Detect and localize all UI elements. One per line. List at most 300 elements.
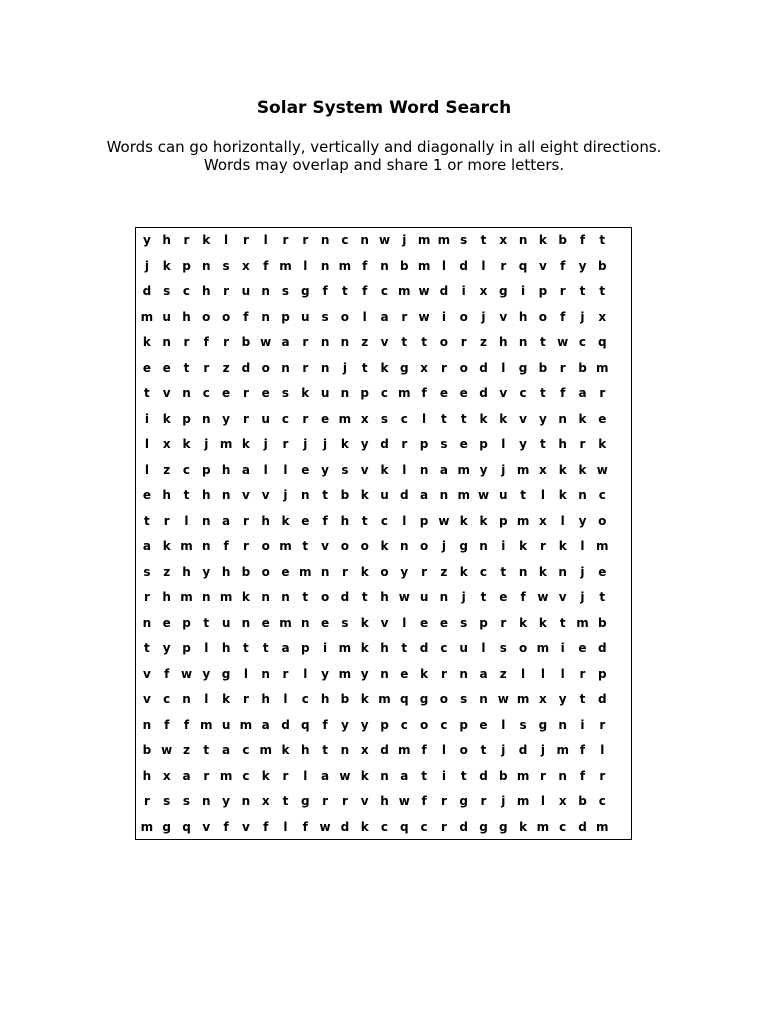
grid-letter[interactable]: m (398, 284, 411, 298)
grid-letter[interactable]: n (281, 360, 290, 375)
grid-letter[interactable]: e (420, 615, 429, 630)
grid-letter[interactable]: n (439, 590, 449, 604)
grid-letter[interactable]: k (360, 615, 369, 630)
grid-letter[interactable]: s (460, 692, 468, 706)
grid-letter[interactable]: l (144, 437, 149, 451)
grid-letter[interactable]: r (559, 360, 566, 375)
grid-letter[interactable]: p (459, 717, 468, 732)
grid-letter[interactable]: l (263, 462, 268, 477)
grid-letter[interactable]: k (558, 488, 567, 502)
grid-letter[interactable]: k (459, 564, 468, 579)
grid-letter[interactable]: j (580, 564, 585, 579)
grid-letter[interactable]: r (163, 513, 170, 528)
grid-letter[interactable]: g (479, 819, 488, 834)
grid-letter[interactable]: l (422, 411, 427, 426)
grid-letter[interactable]: r (143, 590, 150, 604)
grid-letter[interactable]: n (320, 360, 330, 375)
grid-letter[interactable]: n (380, 768, 389, 783)
grid-letter[interactable]: n (281, 590, 290, 604)
grid-letter[interactable]: t (144, 641, 150, 655)
grid-letter[interactable]: n (320, 258, 330, 273)
grid-letter[interactable]: a (479, 666, 488, 681)
grid-letter[interactable]: v (142, 666, 151, 681)
grid-letter[interactable]: g (538, 717, 548, 732)
grid-letter[interactable]: s (460, 233, 468, 247)
grid-letter[interactable]: o (439, 692, 449, 706)
grid-letter[interactable]: t (460, 768, 467, 783)
grid-letter[interactable]: r (341, 794, 348, 808)
grid-letter[interactable]: t (460, 411, 467, 426)
grid-letter[interactable]: v (519, 411, 527, 426)
grid-letter[interactable]: h (380, 590, 389, 604)
grid-letter[interactable]: k (222, 692, 231, 706)
grid-letter[interactable]: y (519, 437, 527, 451)
grid-letter[interactable]: o (439, 335, 449, 349)
grid-letter[interactable]: x (242, 258, 250, 273)
grid-letter[interactable]: y (162, 641, 171, 655)
grid-letter[interactable]: m (556, 743, 569, 757)
grid-letter[interactable]: c (578, 335, 587, 349)
grid-letter[interactable]: g (419, 692, 429, 706)
grid-letter[interactable]: a (439, 462, 448, 477)
grid-letter[interactable]: t (243, 641, 249, 655)
grid-letter[interactable]: c (202, 386, 210, 400)
grid-letter[interactable]: l (540, 794, 545, 808)
grid-letter[interactable]: l (204, 641, 209, 655)
grid-letter[interactable]: k (281, 743, 290, 757)
grid-letter[interactable]: o (202, 309, 211, 324)
grid-letter[interactable]: k (578, 462, 587, 477)
grid-letter[interactable]: y (321, 462, 329, 477)
grid-letter[interactable]: p (182, 641, 191, 655)
grid-letter[interactable]: v (142, 692, 151, 706)
grid-letter[interactable]: n (340, 743, 350, 757)
grid-letter[interactable]: k (538, 233, 547, 247)
grid-letter[interactable]: m (596, 539, 609, 553)
grid-letter[interactable]: m (338, 258, 352, 273)
grid-letter[interactable]: r (401, 437, 408, 451)
grid-letter[interactable]: f (560, 258, 566, 273)
grid-letter[interactable]: e (499, 590, 508, 604)
grid-letter[interactable]: j (441, 539, 446, 553)
grid-letter[interactable]: k (261, 768, 270, 783)
grid-letter[interactable]: u (459, 641, 468, 655)
grid-letter[interactable]: w (438, 513, 450, 528)
grid-letter[interactable]: n (558, 768, 567, 783)
grid-letter[interactable]: c (182, 284, 191, 298)
grid-letter[interactable]: l (580, 539, 585, 553)
grid-letter[interactable]: m (378, 692, 391, 706)
grid-letter[interactable]: l (303, 666, 308, 681)
grid-letter[interactable]: f (223, 819, 229, 834)
grid-letter[interactable]: w (537, 590, 549, 604)
grid-letter[interactable]: r (183, 233, 190, 247)
grid-letter[interactable]: t (361, 590, 368, 604)
grid-letter[interactable]: m (536, 641, 550, 655)
grid-letter[interactable]: c (301, 692, 309, 706)
grid-letter[interactable]: r (401, 309, 408, 324)
grid-letter[interactable]: v (499, 386, 508, 400)
grid-letter[interactable]: r (282, 768, 289, 783)
grid-letter[interactable]: h (221, 641, 231, 655)
grid-letter[interactable]: r (203, 360, 210, 375)
grid-letter[interactable]: b (558, 233, 567, 247)
grid-letter[interactable]: q (182, 819, 191, 834)
grid-letter[interactable]: f (183, 717, 190, 732)
grid-letter[interactable]: n (558, 717, 567, 732)
grid-letter[interactable]: a (142, 539, 151, 553)
grid-letter[interactable]: d (597, 692, 607, 706)
grid-letter[interactable]: m (417, 233, 431, 247)
grid-letter[interactable]: d (419, 641, 429, 655)
grid-letter[interactable]: c (400, 717, 408, 732)
grid-letter[interactable]: u (380, 488, 389, 502)
grid-letter[interactable]: n (320, 233, 330, 247)
grid-letter[interactable]: h (182, 309, 191, 324)
grid-letter[interactable]: c (559, 819, 567, 834)
grid-letter[interactable]: q (399, 692, 409, 706)
grid-letter[interactable]: r (480, 794, 487, 808)
grid-letter[interactable]: z (440, 564, 448, 579)
grid-letter[interactable]: h (261, 513, 270, 528)
grid-letter[interactable]: c (420, 819, 428, 834)
grid-letter[interactable]: e (321, 411, 330, 426)
grid-letter[interactable]: b (498, 768, 508, 783)
grid-letter[interactable]: u (261, 411, 270, 426)
grid-letter[interactable]: f (421, 743, 427, 757)
grid-letter[interactable]: e (598, 564, 607, 579)
grid-letter[interactable]: e (281, 564, 290, 579)
grid-letter[interactable]: l (501, 717, 506, 732)
grid-letter[interactable]: c (380, 386, 389, 400)
grid-letter[interactable]: y (538, 411, 547, 426)
grid-letter[interactable]: f (362, 284, 368, 298)
grid-letter[interactable]: m (140, 309, 154, 324)
grid-letter[interactable]: j (580, 590, 585, 604)
grid-letter[interactable]: w (260, 335, 272, 349)
grid-letter[interactable]: r (500, 615, 507, 630)
grid-letter[interactable]: x (479, 284, 488, 298)
grid-letter[interactable]: b (538, 360, 548, 375)
grid-letter[interactable]: l (402, 513, 407, 528)
grid-letter[interactable]: c (440, 641, 448, 655)
grid-letter[interactable]: a (281, 641, 290, 655)
grid-letter[interactable]: u (499, 488, 508, 502)
grid-letter[interactable]: a (182, 768, 191, 783)
grid-letter[interactable]: r (242, 513, 249, 528)
grid-letter[interactable]: s (182, 794, 191, 808)
grid-letter[interactable]: n (241, 794, 251, 808)
grid-letter[interactable]: o (380, 564, 389, 579)
grid-letter[interactable]: u (221, 717, 231, 732)
grid-letter[interactable]: f (520, 590, 526, 604)
grid-letter[interactable]: k (459, 513, 468, 528)
grid-letter[interactable]: k (519, 615, 528, 630)
grid-letter[interactable]: m (516, 513, 530, 528)
grid-letter[interactable]: t (144, 386, 150, 400)
grid-letter[interactable]: j (323, 437, 328, 451)
grid-letter[interactable]: w (180, 666, 193, 681)
grid-letter[interactable]: g (162, 819, 171, 834)
grid-letter[interactable]: r (440, 360, 447, 375)
grid-letter[interactable]: o (538, 309, 548, 324)
grid-letter[interactable]: f (322, 513, 328, 528)
grid-letter[interactable]: e (142, 488, 151, 502)
grid-letter[interactable]: e (261, 386, 270, 400)
grid-letter[interactable]: w (477, 488, 490, 502)
grid-letter[interactable]: m (516, 692, 530, 706)
grid-letter[interactable]: c (479, 564, 488, 579)
grid-letter[interactable]: l (560, 666, 565, 681)
grid-letter[interactable]: k (142, 335, 151, 349)
grid-letter[interactable]: b (597, 258, 607, 273)
grid-letter[interactable]: w (378, 233, 391, 247)
grid-letter[interactable]: m (536, 819, 550, 834)
grid-letter[interactable]: h (340, 513, 350, 528)
grid-letter[interactable]: i (461, 284, 466, 298)
grid-letter[interactable]: k (519, 539, 528, 553)
grid-letter[interactable]: q (518, 258, 528, 273)
grid-letter[interactable]: k (558, 462, 567, 477)
grid-letter[interactable]: e (598, 411, 607, 426)
grid-letter[interactable]: t (401, 335, 408, 349)
grid-letter[interactable]: p (419, 437, 429, 451)
grid-letter[interactable]: a (222, 743, 231, 757)
grid-letter[interactable]: d (578, 819, 587, 834)
grid-letter[interactable]: a (380, 309, 389, 324)
grid-letter[interactable]: c (242, 743, 250, 757)
grid-letter[interactable]: n (360, 233, 369, 247)
grid-letter[interactable]: x (420, 360, 428, 375)
grid-letter[interactable]: t (540, 335, 546, 349)
grid-letter[interactable]: d (479, 360, 488, 375)
grid-letter[interactable]: w (418, 309, 430, 324)
grid-letter[interactable]: s (440, 437, 448, 451)
grid-letter[interactable]: f (322, 284, 328, 298)
grid-letter[interactable]: j (461, 590, 466, 604)
grid-letter[interactable]: o (459, 743, 468, 757)
grid-letter[interactable]: j (283, 488, 288, 502)
grid-letter[interactable]: n (400, 539, 409, 553)
grid-letter[interactable]: d (340, 819, 350, 834)
grid-letter[interactable]: n (518, 335, 528, 349)
grid-letter[interactable]: v (202, 819, 211, 834)
grid-letter[interactable]: r (242, 411, 249, 426)
grid-letter[interactable]: b (241, 335, 251, 349)
grid-letter[interactable]: w (418, 284, 430, 298)
grid-letter[interactable]: m (516, 462, 530, 477)
grid-letter[interactable]: j (481, 309, 486, 324)
grid-letter[interactable]: m (398, 743, 411, 757)
grid-letter[interactable]: j (540, 743, 545, 757)
grid-letter[interactable]: a (578, 386, 587, 400)
grid-letter[interactable]: n (578, 488, 587, 502)
grid-letter[interactable]: a (400, 768, 409, 783)
grid-letter[interactable]: o (419, 539, 429, 553)
grid-letter[interactable]: m (338, 411, 352, 426)
grid-letter[interactable]: n (261, 590, 270, 604)
grid-letter[interactable]: o (598, 513, 607, 528)
grid-letter[interactable]: s (281, 386, 290, 400)
grid-letter[interactable]: r (599, 717, 606, 732)
grid-letter[interactable]: e (439, 615, 448, 630)
grid-letter[interactable]: l (224, 233, 229, 247)
grid-letter[interactable]: l (362, 309, 367, 324)
grid-letter[interactable]: v (321, 539, 329, 553)
grid-letter[interactable]: t (262, 641, 269, 655)
grid-letter[interactable]: f (263, 819, 269, 834)
grid-letter[interactable]: k (479, 513, 488, 528)
grid-letter[interactable]: r (242, 233, 249, 247)
grid-letter[interactable]: p (419, 513, 429, 528)
grid-letter[interactable]: t (361, 360, 368, 375)
grid-letter[interactable]: s (460, 615, 468, 630)
grid-letter[interactable]: k (281, 513, 290, 528)
grid-letter[interactable]: t (540, 437, 546, 451)
grid-letter[interactable]: o (261, 539, 270, 553)
grid-letter[interactable]: k (360, 768, 369, 783)
grid-letter[interactable]: t (421, 335, 427, 349)
grid-letter[interactable]: q (597, 335, 607, 349)
grid-letter[interactable]: u (162, 309, 171, 324)
grid-letter[interactable]: t (322, 488, 328, 502)
grid-letter[interactable]: f (579, 743, 586, 757)
grid-letter[interactable]: g (518, 360, 528, 375)
grid-letter[interactable]: m (516, 794, 530, 808)
grid-letter[interactable]: r (242, 386, 249, 400)
grid-letter[interactable]: g (221, 666, 231, 681)
grid-letter[interactable]: x (360, 411, 369, 426)
grid-letter[interactable]: l (144, 462, 149, 477)
grid-letter[interactable]: r (539, 768, 546, 783)
grid-letter[interactable]: g (498, 819, 508, 834)
grid-letter[interactable]: n (340, 386, 350, 400)
grid-letter[interactable]: i (580, 717, 585, 732)
grid-letter[interactable]: m (219, 437, 233, 451)
grid-letter[interactable]: r (302, 233, 309, 247)
grid-letter[interactable]: b (399, 258, 409, 273)
grid-letter[interactable]: y (202, 564, 211, 579)
grid-letter[interactable]: t (579, 692, 586, 706)
grid-letter[interactable]: l (184, 513, 189, 528)
grid-letter[interactable]: u (221, 615, 231, 630)
grid-letter[interactable]: c (598, 488, 606, 502)
grid-letter[interactable]: p (498, 513, 508, 528)
grid-letter[interactable]: e (222, 386, 231, 400)
grid-letter[interactable]: w (319, 819, 331, 834)
grid-letter[interactable]: o (419, 717, 429, 732)
grid-letter[interactable]: a (321, 768, 330, 783)
grid-letter[interactable]: h (162, 488, 171, 502)
grid-letter[interactable]: c (380, 284, 389, 298)
grid-letter[interactable]: k (558, 539, 567, 553)
grid-letter[interactable]: m (279, 539, 292, 553)
grid-letter[interactable]: g (399, 360, 409, 375)
grid-letter[interactable]: i (441, 309, 446, 324)
grid-letter[interactable]: y (340, 717, 349, 732)
grid-letter[interactable]: l (303, 258, 308, 273)
grid-letter[interactable]: m (516, 768, 530, 783)
grid-letter[interactable]: t (361, 513, 368, 528)
grid-letter[interactable]: x (162, 437, 171, 451)
grid-letter[interactable]: n (241, 615, 251, 630)
grid-letter[interactable]: r (223, 284, 230, 298)
grid-letter[interactable]: l (263, 233, 268, 247)
grid-letter[interactable]: f (560, 309, 566, 324)
grid-letter[interactable]: k (202, 233, 211, 247)
grid-letter[interactable]: m (437, 233, 451, 247)
grid-letter[interactable]: l (540, 666, 545, 681)
grid-letter[interactable]: c (163, 692, 171, 706)
grid-letter[interactable]: o (340, 309, 350, 324)
grid-letter[interactable]: r (242, 539, 249, 553)
grid-letter[interactable]: b (340, 692, 350, 706)
grid-letter[interactable]: t (520, 488, 526, 502)
grid-letter[interactable]: t (480, 590, 487, 604)
grid-letter[interactable]: t (183, 488, 190, 502)
grid-letter[interactable]: k (578, 411, 587, 426)
grid-letter[interactable]: w (398, 590, 410, 604)
grid-letter[interactable]: r (599, 386, 606, 400)
grid-letter[interactable]: n (162, 335, 171, 349)
grid-letter[interactable]: c (380, 513, 389, 528)
grid-letter[interactable]: o (459, 360, 468, 375)
grid-letter[interactable]: y (578, 258, 587, 273)
grid-letter[interactable]: w (596, 462, 608, 477)
grid-letter[interactable]: k (360, 819, 369, 834)
grid-letter[interactable]: t (401, 641, 408, 655)
grid-letter[interactable]: k (241, 437, 250, 451)
grid-letter[interactable]: w (161, 743, 173, 757)
grid-letter[interactable]: k (519, 819, 528, 834)
grid-letter[interactable]: w (398, 794, 410, 808)
grid-letter[interactable]: a (420, 488, 429, 502)
grid-letter[interactable]: o (261, 564, 270, 579)
grid-letter[interactable]: j (144, 258, 149, 273)
grid-letter[interactable]: n (202, 794, 211, 808)
grid-letter[interactable]: k (360, 488, 369, 502)
grid-letter[interactable]: b (578, 360, 587, 375)
grid-letter[interactable]: r (302, 360, 309, 375)
grid-letter[interactable]: r (421, 564, 428, 579)
grid-letter[interactable]: l (402, 615, 407, 630)
grid-letter[interactable]: t (599, 284, 606, 298)
grid-letter[interactable]: r (500, 258, 507, 273)
grid-letter[interactable]: n (479, 539, 488, 553)
grid-letter[interactable]: n (380, 258, 389, 273)
grid-letter[interactable]: m (180, 539, 193, 553)
grid-letter[interactable]: k (598, 437, 607, 451)
grid-letter[interactable]: e (162, 615, 171, 630)
grid-letter[interactable]: e (321, 615, 330, 630)
grid-letter[interactable]: l (501, 437, 506, 451)
grid-letter[interactable]: b (597, 615, 607, 630)
grid-letter[interactable]: d (459, 819, 468, 834)
grid-letter[interactable]: d (518, 743, 528, 757)
grid-letter[interactable]: r (579, 437, 586, 451)
grid-letter[interactable]: x (499, 233, 508, 247)
grid-letter[interactable]: n (340, 335, 350, 349)
grid-letter[interactable]: i (144, 411, 149, 426)
grid-letter[interactable]: j (402, 233, 407, 247)
grid-letter[interactable]: k (499, 411, 508, 426)
grid-letter[interactable]: t (144, 513, 150, 528)
grid-letter[interactable]: k (162, 411, 171, 426)
grid-letter[interactable]: m (576, 615, 589, 630)
grid-letter[interactable]: r (302, 335, 309, 349)
grid-letter[interactable]: k (301, 386, 310, 400)
grid-letter[interactable]: l (540, 488, 545, 502)
